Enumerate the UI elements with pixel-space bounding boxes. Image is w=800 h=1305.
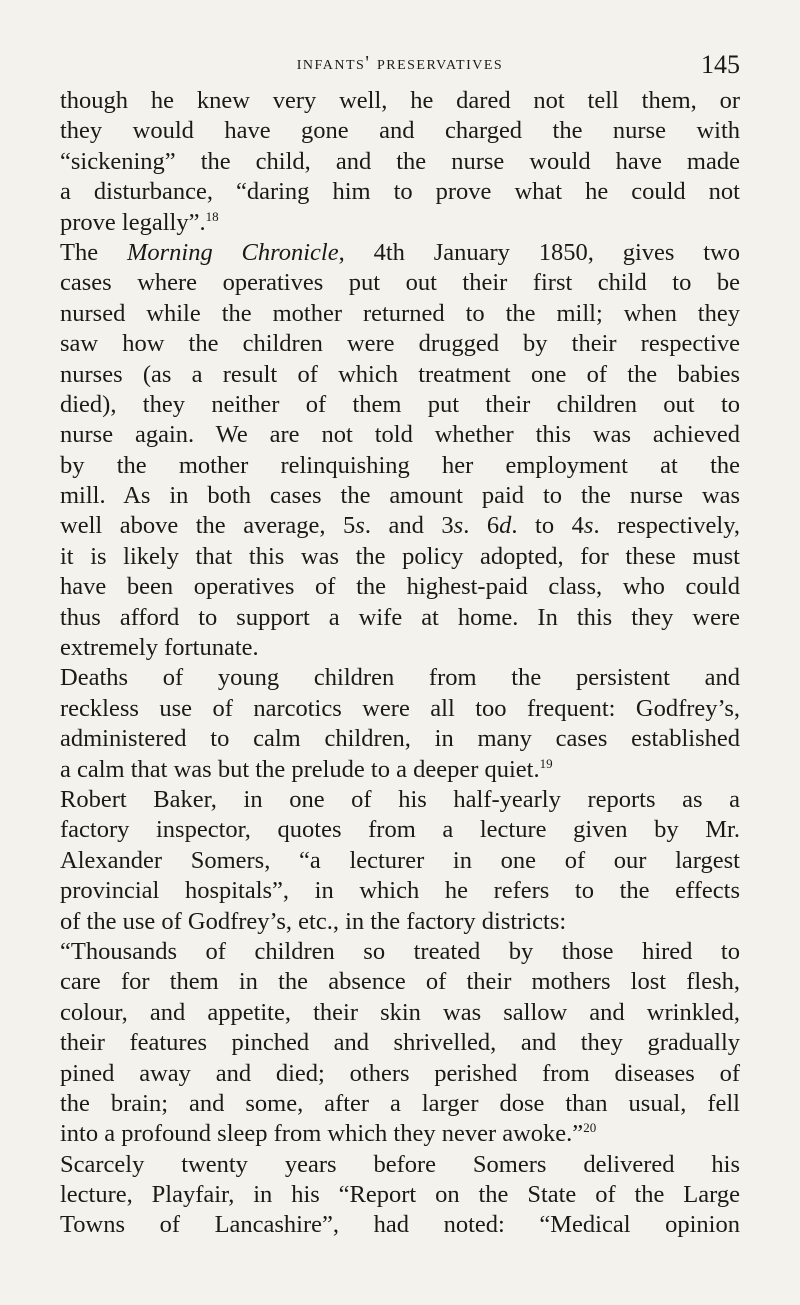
quote-line: their features pinched and shrivelled, and they gradually xyxy=(60,1029,740,1057)
text-line: Towns of Lancashire”, had noted: “Medical opinion xyxy=(60,1211,740,1239)
text-line: died), they neither of them put their children out to xyxy=(60,390,740,418)
text-line: extremely fortunate. xyxy=(60,634,259,662)
line-text: a calm that was but the prelude to a deeper quiet. xyxy=(60,755,540,783)
text-line: “sickening” the child, and the nurse would have made xyxy=(60,147,740,175)
text-line: nursed while the mother returned to the mill; when they xyxy=(60,299,740,327)
text-line-rich xyxy=(60,511,740,541)
text-line: nurses (as a result of which treatment one of the babies xyxy=(60,360,740,388)
italic-text: s xyxy=(355,512,365,540)
line-text: prove legally”. xyxy=(60,208,206,236)
italic-text: s xyxy=(583,512,594,540)
text-line: Robert Baker, in one of his half-yearly reports as a xyxy=(60,785,740,813)
running-title: infants' preservatives xyxy=(296,52,504,74)
text-line xyxy=(60,208,740,238)
text-line: though he knew very well, he dared not tell them, or xyxy=(60,87,740,114)
text-line: reckless use of narcotics were all too frequent: Godfrey’s, xyxy=(60,694,740,722)
text-line: of the use of Godfrey’s, etc., in the factory districts: xyxy=(60,907,567,935)
quote-line xyxy=(60,1119,740,1149)
body-text xyxy=(60,86,740,1241)
text-line: Alexander Somers, “a lecturer in one of our largest xyxy=(60,846,740,874)
line-text: The Morning Chronicle, 4th January 1850, gives two xyxy=(60,238,740,266)
italic-text: Morning Chronicle xyxy=(126,238,339,266)
text-line: mill. As in both cases the amount paid to the nurse was xyxy=(60,482,740,510)
text-line: have been operatives of the highest-paid class, who could xyxy=(60,573,740,601)
line-text: into a profound sleep from which they never awoke.” xyxy=(60,1120,584,1148)
text-line: Deaths of young children from the persistent and xyxy=(60,664,740,692)
text-line: saw how the children were drugged by their respective xyxy=(60,330,740,358)
footnote-ref[interactable]: 19 xyxy=(539,755,553,771)
quote-line: pined away and died; others perished from diseases of xyxy=(60,1059,740,1087)
text-line: Scarcely twenty years before Somers delivered his xyxy=(60,1150,740,1178)
running-head xyxy=(60,48,740,82)
text-line: cases where operatives put out their first child to be xyxy=(60,269,740,297)
quote-line: “Thousands of children so treated by those hired to xyxy=(60,937,740,965)
italic-text: d xyxy=(499,512,512,540)
quote-line: care for them in the absence of their mothers lost flesh, xyxy=(60,968,740,996)
text-line: they would have gone and charged the nurse with xyxy=(60,117,740,145)
page-number: 145 xyxy=(701,50,740,79)
text-line: by the mother relinquishing her employment at the xyxy=(60,451,740,479)
text-line: nurse again. We are not told whether this was achieved xyxy=(60,421,740,449)
line-text: well above the average, 5s. and 3s. 6d. to 4s. respectively, xyxy=(60,512,741,540)
quote-line: colour, and appetite, their skin was sallow and wrinkled, xyxy=(60,998,740,1026)
footnote-ref[interactable]: 18 xyxy=(205,208,219,224)
text-line: lecture, Playfair, in his “Report on the State of the Large xyxy=(60,1181,740,1209)
text-line-rich xyxy=(60,238,740,268)
quote-line: the brain; and some, after a larger dose than usual, fell xyxy=(60,1089,740,1117)
text-line: a disturbance, “daring him to prove what he could not xyxy=(60,178,740,206)
text-line: it is likely that this was the policy adopted, for these must xyxy=(60,542,740,570)
text-line: administered to calm children, in many cases established xyxy=(60,725,740,753)
text-line: thus afford to support a wife at home. In this they were xyxy=(60,603,740,631)
italic-text: s xyxy=(453,512,464,540)
text-line: factory inspector, quotes from a lecture given by Mr. xyxy=(60,816,740,844)
text-line xyxy=(60,755,740,785)
text-line: provincial hospitals”, in which he refers to the effects xyxy=(60,877,740,905)
footnote-ref[interactable]: 20 xyxy=(583,1120,597,1136)
